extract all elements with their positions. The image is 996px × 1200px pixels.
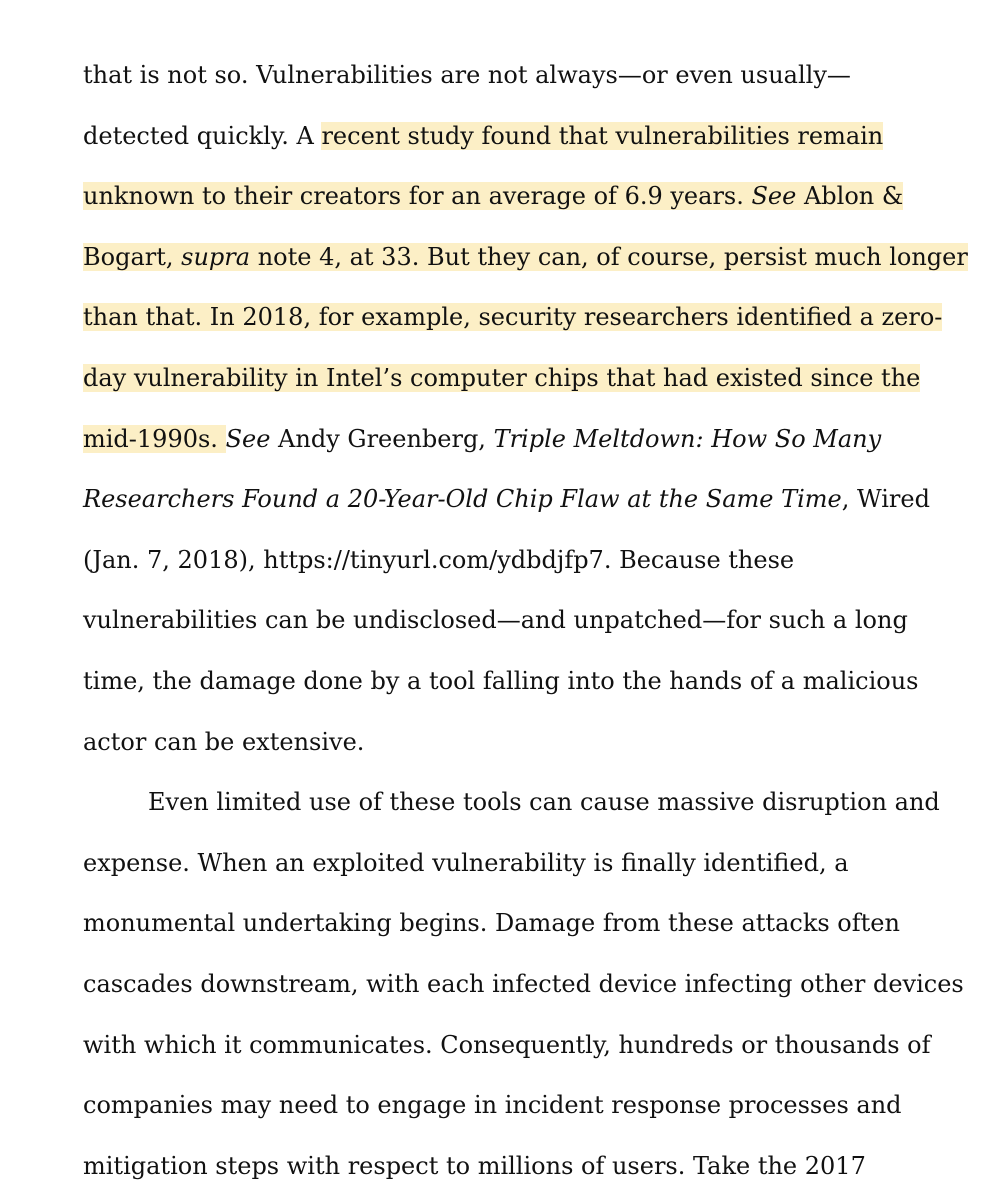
text-segment: with which it communicates. Consequently, hundreds or thousands of xyxy=(83,1030,931,1059)
text-line xyxy=(83,1090,902,1120)
highlighted-text: than that. In 2018, for example, security researchers identified a zero- xyxy=(83,303,943,332)
text-segment: (Jan. 7, 2018), https://tinyurl.com/ydbdjfp7. Because these xyxy=(83,545,795,574)
text-line xyxy=(83,666,919,696)
text-segment: vulnerabilities can be undisclosed—and unpatched—for such a long xyxy=(83,606,908,635)
text-line xyxy=(83,484,930,514)
highlighted-text: unknown to their creators for an average of 6.9 years. xyxy=(83,182,752,211)
highlighted-text: recent study found that vulnerabilities remain xyxy=(321,121,884,150)
highlighted-text: note 4, at 33. But they can, of course, persist much longer xyxy=(250,242,968,271)
text-segment: Even limited use of these tools can cause massive disruption and xyxy=(148,788,940,817)
text-line xyxy=(83,1151,866,1181)
text-line xyxy=(83,121,883,151)
text-line xyxy=(83,1030,931,1060)
text-line xyxy=(83,848,849,878)
text-segment: Andy Greenberg, xyxy=(270,424,494,453)
highlighted-text: Bogart, xyxy=(83,242,182,271)
highlighted-text: day vulnerability in Intel’s computer chips that had existed since the xyxy=(83,364,921,392)
text-line xyxy=(83,302,942,332)
highlighted-text: mid-1990s. xyxy=(83,424,226,453)
text-line xyxy=(83,969,964,999)
text-line xyxy=(83,727,364,757)
text-segment: mitigation steps with respect to millions of users. Take the 2017 xyxy=(83,1151,866,1180)
italic-text: See xyxy=(225,424,271,453)
text-line xyxy=(83,605,908,635)
text-segment: that is not so. Vulnerabilities are not always—or even usually— xyxy=(83,61,851,89)
italic-text: Triple Meltdown: How So Many xyxy=(493,424,882,453)
text-segment: , Wired xyxy=(841,485,930,514)
text-line xyxy=(83,363,920,393)
text-segment: companies may need to engage in incident response processes and xyxy=(83,1091,902,1120)
highlighted-text: Ablon & xyxy=(796,182,904,211)
paragraph-start-line xyxy=(148,787,940,817)
italic-text: Researchers Found a 20-Year-Old Chip Flaw at the Same Time xyxy=(83,485,842,514)
highlighted-text: See xyxy=(751,182,797,211)
text-segment: detected quickly. A xyxy=(83,121,322,150)
text-line xyxy=(83,181,903,211)
text-segment: time, the damage done by a tool falling into the hands of a malicious xyxy=(83,667,919,695)
text-line xyxy=(83,545,794,575)
text-line xyxy=(83,60,851,90)
text-line xyxy=(83,908,900,938)
text-line xyxy=(83,424,881,454)
text-segment: expense. When an exploited vulnerability is finally identified, a xyxy=(83,848,849,877)
text-segment: actor can be extensive. xyxy=(83,727,365,756)
text-line xyxy=(83,242,968,272)
highlighted-text: supra xyxy=(181,242,251,271)
text-segment: cascades downstream, with each infected device infecting other devices xyxy=(83,970,964,998)
text-segment: monumental undertaking begins. Damage from these attacks often xyxy=(83,909,900,938)
